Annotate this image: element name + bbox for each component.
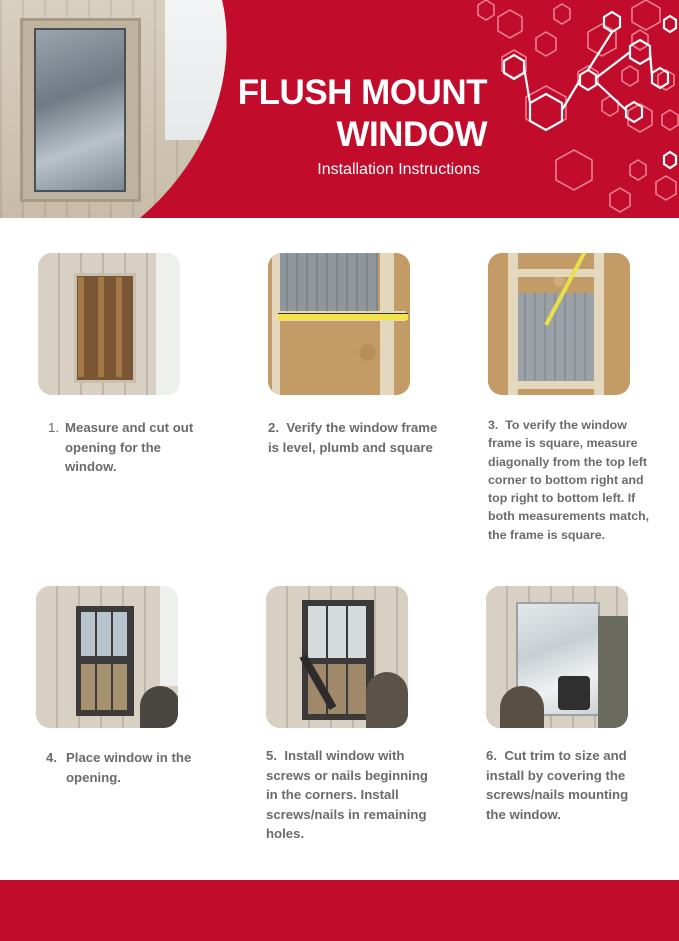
step-3-text (488, 416, 656, 544)
step-4-number: 4. (46, 750, 57, 765)
step-2-text (268, 418, 438, 457)
step-3-number: 3. (488, 418, 499, 432)
step-3-description: To verify the window frame is square, measure diagonally from the top left corner to bottom right and top right to bottom left. If both measurements match, the frame is square. (488, 418, 650, 542)
step-5-description: Install window with screws or nails beginning in the corners. Install screws/nails in remaining holes. (266, 748, 428, 841)
step-1-number: 1. (48, 420, 59, 435)
hexagon-pattern-icon (470, 0, 679, 218)
step-6-text (486, 746, 646, 824)
step-1-text (48, 418, 208, 477)
step-4-text (46, 748, 206, 787)
header-photo-shed-window (0, 0, 232, 218)
step-6-photo (486, 586, 628, 728)
step-2-number: 2. (268, 420, 279, 435)
footer-bar (0, 880, 679, 941)
step-1-photo (38, 253, 180, 395)
step-5-photo (266, 586, 408, 728)
step-2-description: Verify the window frame is level, plumb and square (268, 420, 438, 455)
page-subtitle: Installation Instructions (317, 161, 480, 178)
step-5-number: 5. (266, 748, 277, 763)
step-6-number: 6. (486, 748, 497, 763)
page-title (235, 72, 487, 156)
step-2-photo (268, 253, 410, 395)
step-4-photo (36, 586, 178, 728)
step-4-description: Place window in the opening. (66, 750, 192, 785)
title-line-2: WINDOW (336, 115, 487, 154)
step-1-description: Measure and cut out opening for the window. (65, 420, 194, 474)
step-6-description: Cut trim to size and install by covering the screws/nails mounting the window. (486, 748, 629, 822)
step-5-text (266, 746, 438, 844)
header-banner (0, 0, 679, 218)
step-3-photo (488, 253, 630, 395)
title-line-1: FLUSH MOUNT (237, 73, 487, 112)
